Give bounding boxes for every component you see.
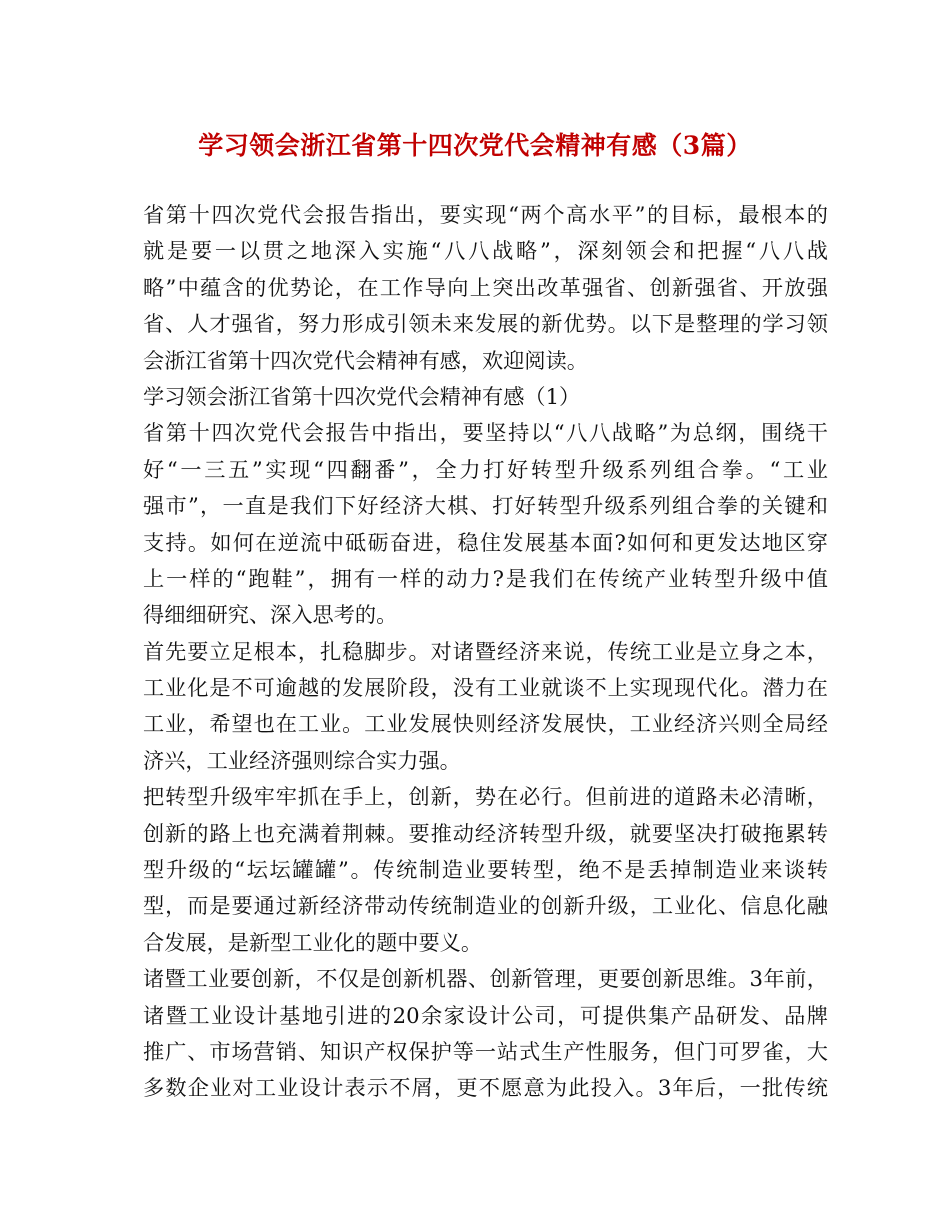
body-text-line: 型升级的“坛坛罐罐”。传统制造业要转型，绝不是丢掉制造业来谈转 — [143, 857, 828, 883]
body-text-line: 创新的路上也充满着荆棘。要推动经济转型升级，就要坚决打破拖累转 — [143, 820, 828, 846]
body-text-line: 强市”，一直是我们下好经济大棋、打好转型升级系列组合拳的关键和 — [143, 493, 828, 519]
body-text-line: 学习领会浙江省第十四次党代会精神有感（1） — [143, 383, 581, 409]
body-text-line: 略”中蕴含的优势论，在工作导向上突出改革强省、创新强省、开放强 — [143, 274, 828, 300]
body-text-line: 得细细研究、深入思考的。 — [143, 602, 398, 628]
body-text-line: 型，而是要通过新经济带动传统制造业的创新升级，工业化、信息化融 — [143, 893, 828, 919]
body-text-line: 合发展，是新型工业化的题中要义。 — [143, 929, 483, 955]
body-text-line: 诸暨工业要创新，不仅是创新机器、创新管理，更要创新思维。3年前， — [143, 966, 828, 992]
body-text-line: 支持。如何在逆流中砥砺奋进，稳住发展基本面?如何和更发达地区穿 — [143, 529, 828, 555]
body-text-line: 好“一三五”实现“四翻番”，全力打好转型升级系列组合拳。“工业 — [143, 456, 828, 482]
body-text-line: 多数企业对工业设计表示不屑，更不愿意为此投入。3年后，一批传统 — [143, 1075, 828, 1101]
body-text-line: 把转型升级牢牢抓在手上，创新，势在必行。但前进的道路未必清晰， — [143, 784, 828, 810]
body-text-line: 会浙江省第十四次党代会精神有感，欢迎阅读。 — [143, 347, 588, 373]
body-text-line: 上一样的“跑鞋”，拥有一样的动力?是我们在传统产业转型升级中值 — [143, 565, 828, 591]
document-body — [143, 197, 828, 1107]
body-text-line: 济兴，工业经济强则综合实力强。 — [143, 747, 461, 773]
body-text-line: 省第十四次党代会报告中指出，要坚持以“八八战略”为总纲，围绕干 — [143, 420, 828, 446]
body-text-line: 诸暨工业设计基地引进的20余家设计公司，可提供集产品研发、品牌 — [143, 1002, 828, 1028]
body-text-line: 省第十四次党代会报告指出，要实现“两个高水平”的目标，最根本的 — [143, 202, 828, 227]
body-text-line: 工业，希望也在工业。工业发展快则经济发展快，工业经济兴则全局经 — [143, 711, 828, 737]
body-text-line: 省、人才强省，努力形成引领未来发展的新优势。以下是整理的学习领 — [143, 311, 828, 337]
body-text-line: 就是要一以贯之地深入实施“八八战略”，深刻领会和把握“八八战 — [143, 238, 828, 264]
body-text-line: 首先要立足根本，扎稳脚步。对诸暨经济来说，传统工业是立身之本， — [143, 638, 828, 664]
document-title: 学习领会浙江省第十四次党代会精神有感（3篇） — [198, 131, 752, 160]
body-text-line: 工业化是不可逾越的发展阶段，没有工业就谈不上实现现代化。潜力在 — [143, 675, 828, 701]
body-text-line: 推广、市场营销、知识产权保护等一站式生产性服务，但门可罗雀，大 — [143, 1038, 828, 1064]
